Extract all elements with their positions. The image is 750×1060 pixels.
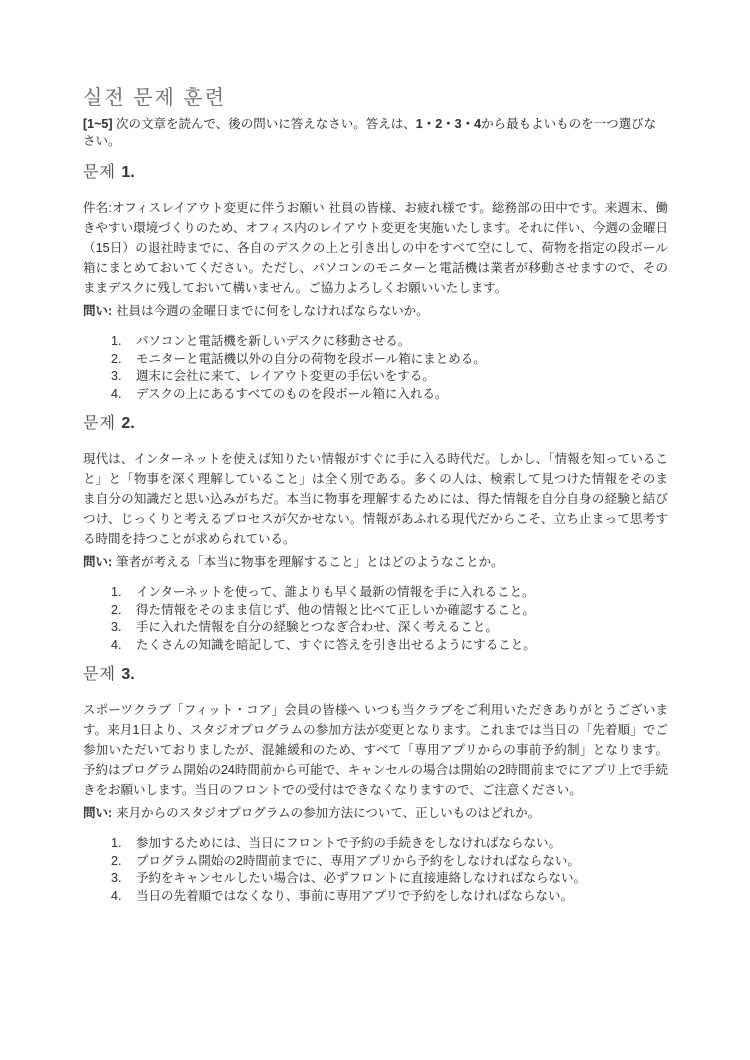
option-number: 3.: [111, 620, 122, 634]
problem-3-question: [83, 804, 668, 822]
option-item: [111, 386, 668, 404]
problem-2-number: 2.: [121, 415, 135, 432]
option-text: モニターと電話機以外の自分の荷物を段ボール箱にまとめる。: [136, 351, 486, 366]
option-text: たくさんの知識を暗記して、すぐに答えを引き出せるようにすること。: [136, 637, 536, 652]
instruction-text-2: から最もよいものを一つ選びなさい。: [83, 117, 657, 148]
problem-2-question: [83, 553, 668, 571]
option-text: 当日の先着順ではなくなり、事前に専用アプリで予約をしなければならない。: [136, 888, 574, 903]
problem-section-2: [83, 414, 668, 654]
option-number: 1.: [111, 836, 122, 850]
option-number: 3.: [111, 871, 122, 885]
option-item: [111, 870, 668, 888]
instruction-choice-numbers: 1・2・3・4: [415, 117, 482, 131]
option-text: パソコンと電話機を新しいデスクに移動させる。: [136, 334, 411, 348]
option-number: 4.: [111, 888, 122, 903]
problem-2-question-text: 筆者が考える「本当に物事を理解すること」とはどのようなことか。: [116, 555, 504, 569]
problem-1-number: 1.: [121, 164, 135, 181]
option-item: [111, 637, 668, 655]
problem-1-question-text: 社員は今週の金曜日までに何をしなければならないか。: [116, 304, 429, 318]
test-instruction: [83, 116, 668, 150]
option-item: [111, 584, 668, 602]
option-number: 4.: [111, 386, 122, 401]
problem-1-label: 문제: [83, 164, 116, 181]
problem-section-1: [83, 163, 668, 403]
instruction-text-1: 次の文章を読んで、後の問いに答えなさい。答えは、: [112, 117, 416, 131]
option-item: [111, 888, 668, 906]
option-item: [111, 368, 668, 386]
option-item: [111, 351, 668, 369]
problem-section-3: [83, 665, 668, 905]
option-number: 3.: [111, 369, 122, 383]
problem-1-options-list: [83, 333, 668, 403]
option-number: 2.: [111, 602, 122, 617]
problem-2-question-label: 問い:: [83, 555, 113, 569]
problem-3-label: 문제: [83, 666, 116, 683]
problem-2-label: 문제: [83, 415, 116, 432]
problem-3-passage: スポーツクラブ「フィット・コア」会員の皆様へ いつも当クラブをご利用いただきありがとうございます。来月1日より、スタジオプログラムの参加方法が変更となります。これまでは当日の「先着順」でご参加いただいておりましたが、混雑緩和のため、すべて「専用アプリからの事前予約制」となります。予約はプログラム開始の24時間前から可能で、キャンセルの場合は開始の2時間前までにアプリ上で手続きをお願いします。当日のフロントでの受付はできなくなりますので、ご注意ください。: [83, 703, 668, 797]
problem-3-options-list: [83, 835, 668, 905]
option-text: デスクの上にあるすべてのものを段ボール箱に入れる。: [136, 386, 448, 401]
option-text: 週末に会社に来て、レイアウト変更の手伝いをする。: [136, 369, 435, 383]
problem-2-passage: 現代は、インターネットを使えば知りたい情報がすぐに手に入る時代だ。しかし、「情報を知っていること」と「物事を深く理解していること」は全く別である。多くの人は、検索して見つけた情報をそのまま自分の知識だと思い込みがちだ。本当に物事を理解するためには、得た情報を自分自身の経験と結びつけ、じっくりと考えるプロセスが欠かせない。情報があふれる現代だからこそ、立ち止まって思考する時間を持つことが求められている。: [83, 452, 668, 546]
option-number: 2.: [111, 853, 122, 868]
option-text: インターネットを使って、誰よりも早く最新の情報を手に入れること。: [136, 585, 535, 599]
problem-2-heading: [83, 414, 668, 434]
problem-2-options-list: [83, 584, 668, 654]
option-number: 1.: [111, 585, 122, 599]
problem-3-heading: [83, 665, 668, 685]
option-number: 4.: [111, 637, 122, 652]
option-item: [111, 619, 668, 637]
option-number: 2.: [111, 351, 122, 366]
page-title: 실전 문제 훈련: [83, 87, 227, 109]
problem-3-question-text: 来月からのスタジオプログラムの参加方法について、正しいものはどれか。: [116, 806, 541, 820]
instruction-range: [1~5]: [83, 117, 113, 131]
option-text: 参加するためには、当日にフロントで予約の手続きをしなければならない。: [136, 836, 562, 850]
option-item: [111, 602, 668, 620]
option-text: プログラム開始の2時間前までに、専用アプリから予約をしなければならない。: [136, 853, 580, 868]
option-text: 得た情報をそのまま信じず、他の情報と比べて正しいか確認すること。: [136, 602, 536, 617]
option-text: 予約をキャンセルしたい場合は、必ずフロントに直接連絡しなければならない。: [136, 871, 587, 885]
option-item: [111, 333, 668, 351]
option-number: 1.: [111, 334, 122, 348]
option-text: 手に入れた情報を自分の経験とつなぎ合わせ、深く考えること。: [136, 620, 498, 634]
problem-1-heading: [83, 163, 668, 183]
problem-3-question-label: 問い:: [83, 806, 113, 820]
option-item: [111, 853, 668, 871]
problem-1-question-label: 問い:: [83, 304, 113, 318]
option-item: [111, 835, 668, 853]
problem-1-passage: 件名:オフィスレイアウト変更に伴うお願い 社員の皆様、お疲れ様です。総務部の田中です。来週末、働きやすい環境づくりのため、オフィス内のレイアウト変更を実施いたします。それに伴い、今週の金曜日（15日）の退社時までに、各自のデスクの上と引き出しの中をすべて空にして、荷物を指定の段ボール箱にまとめておいてください。ただし、パソコンのモニターと電話機は業者が移動させますので、そのままデスクに残しておいて構いません。ご協力よろしくお願いいたします。: [83, 201, 668, 295]
problem-1-question: [83, 302, 668, 320]
problem-3-number: 3.: [121, 666, 135, 683]
